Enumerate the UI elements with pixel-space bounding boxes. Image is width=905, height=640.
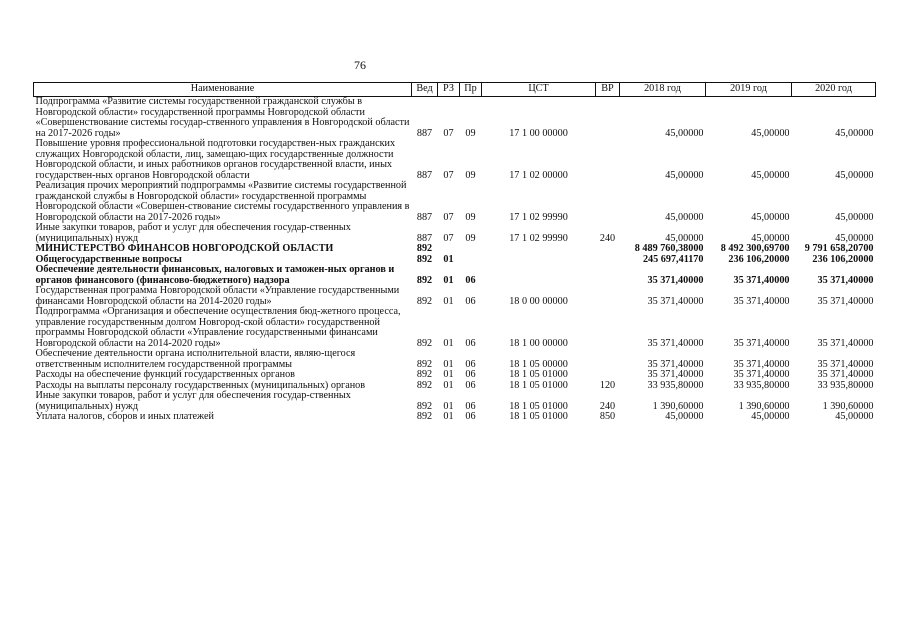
cell-rz: 01: [443, 295, 454, 307]
cell-name: Уплата налогов, сборов и иных платежей: [35, 411, 214, 422]
cell-y2019: 45,00000: [751, 127, 790, 139]
cell-pr: 06: [465, 295, 476, 307]
cell-rz: 01: [443, 253, 454, 265]
col-header-vr: ВР: [596, 83, 620, 97]
cell-ved: 887: [416, 169, 433, 181]
col-header-2018: 2018 год: [620, 83, 706, 97]
cell-y2020: 35 371,40000: [817, 369, 874, 380]
cell-ved: 892: [416, 295, 433, 307]
cell-y2020: 35 371,40000: [817, 358, 874, 370]
cell-rz: 01: [443, 369, 454, 380]
cell-vr: 850: [599, 411, 616, 422]
cell-y2019: 1 390,60000: [738, 400, 790, 412]
cell-y2018: 35 371,40000: [647, 369, 704, 380]
table-row: [34, 286, 876, 307]
table-row: [34, 349, 876, 370]
cell-pr: [460, 244, 482, 255]
cell-vr: [596, 307, 620, 349]
cell-pr: 06: [465, 274, 476, 286]
cell-y2019: 45,00000: [751, 211, 790, 223]
cell-y2020: 35 371,40000: [817, 337, 874, 349]
cell-rz: 01: [443, 411, 454, 422]
cell-pr: 09: [465, 232, 476, 244]
cell-y2018: 1 390,60000: [652, 400, 704, 412]
cell-cst: 17 1 02 00000: [509, 169, 568, 181]
cell-name: Расходы на выплаты персоналу государственных (муниципальных) органов: [35, 379, 366, 391]
cell-y2020: 45,00000: [835, 211, 874, 223]
cell-y2018: 35 371,40000: [647, 358, 704, 370]
cell-y2018: 45,00000: [665, 127, 704, 139]
cell-y2020: 45,00000: [835, 411, 874, 422]
cell-y2020: 35 371,40000: [817, 295, 874, 307]
table-row: [34, 391, 876, 412]
cell-ved: 892: [416, 337, 433, 349]
col-header-2020: 2020 год: [792, 83, 876, 97]
cell-cst: [482, 244, 596, 255]
cell-y2020: 1 390,60000: [822, 400, 874, 412]
table-row: [34, 412, 876, 423]
cell-pr: 06: [465, 358, 476, 370]
cell-name: Подпрограмма «Развитие системы государственной гражданской службы в Новгородской области» государственной программы Новгородской области «Совершенствование системы государ-ственного управления в Новгородской области на 2017-2026 годы»: [35, 96, 410, 139]
cell-name: Повышение уровня профессиональной подготовки государствен-ных гражданских служащих Новгородской области, лиц, замещаю-щих государственные должности Новгородской области, и иных работников органов государственной власти, иных государствен-ных органов Новгородской области: [35, 138, 396, 181]
cell-rz: 07: [443, 127, 454, 139]
cell-cst: 18 1 05 01000: [509, 411, 568, 422]
col-header-2019: 2019 год: [706, 83, 792, 97]
cell-y2020: 45,00000: [835, 169, 874, 181]
cell-rz: 01: [443, 400, 454, 412]
cell-y2019: 45,00000: [751, 169, 790, 181]
cell-name: Реализация прочих мероприятий подпрограммы «Развитие системы государственной гражданской службы в Новгородской области» государственной программы Новгородской области «Совершен-ствование системы государственного управления в Новгородской области на 2017-2026 годы»: [35, 180, 410, 223]
cell-y2020: 9 791 658,20700: [804, 243, 874, 254]
cell-y2018: 245 697,41170: [642, 253, 704, 265]
cell-ved: 892: [416, 253, 433, 265]
cell-y2019: 35 371,40000: [733, 358, 790, 370]
cell-ved: 892: [416, 243, 433, 254]
cell-rz: 01: [443, 379, 454, 391]
cell-y2020: 33 935,80000: [817, 379, 874, 391]
cell-y2020: 236 106,20000: [812, 253, 874, 265]
cell-ved: 892: [416, 274, 433, 286]
cell-cst: 18 1 00 00000: [509, 337, 568, 349]
cell-rz: 01: [443, 274, 454, 286]
cell-ved: 892: [416, 369, 433, 380]
cell-ved: 887: [416, 211, 433, 223]
cell-y2018: 33 935,80000: [647, 379, 704, 391]
cell-y2019: 45,00000: [751, 232, 790, 244]
cell-y2019: 8 492 300,69700: [720, 243, 790, 254]
cell-y2018: 45,00000: [665, 211, 704, 223]
cell-y2019: 33 935,80000: [733, 379, 790, 391]
cell-name: Обеспечение деятельности органа исполнительной власти, являю-щегося ответственным исполнителем государственной программы: [35, 348, 356, 370]
col-header-pr: Пр: [460, 83, 482, 97]
cell-y2018: 45,00000: [665, 169, 704, 181]
cell-rz: [438, 244, 460, 255]
cell-name: МИНИСТЕРСТВО ФИНАНСОВ НОВГОРОДСКОЙ ОБЛАСТИ: [35, 243, 334, 254]
cell-y2018: 45,00000: [665, 232, 704, 244]
cell-name: Государственная программа Новгородской области «Управление государственными финансами Новгородской области на 2014-2020 годы»: [35, 285, 400, 307]
cell-vr: [596, 139, 620, 181]
cell-name: Общегосударственные вопросы: [35, 253, 182, 265]
cell-vr: [596, 255, 620, 266]
page-number: 76: [354, 58, 366, 72]
col-header-name: Наименование: [34, 83, 412, 97]
cell-y2018: 45,00000: [665, 411, 704, 422]
cell-ved: 892: [416, 411, 433, 422]
cell-rz: 07: [443, 211, 454, 223]
cell-ved: 892: [416, 379, 433, 391]
cell-y2018: 8 489 760,38000: [634, 243, 704, 254]
cell-vr: [596, 97, 620, 140]
cell-pr: 09: [465, 211, 476, 223]
cell-cst: 18 1 05 01000: [509, 400, 568, 412]
cell-cst: 18 1 05 01000: [509, 379, 568, 391]
cell-vr: [596, 265, 620, 286]
cell-pr: [460, 255, 482, 266]
cell-pr: 06: [465, 379, 476, 391]
cell-name: Иные закупки товаров, работ и услуг для обеспечения государ-ственных (муниципальных) нужд: [35, 390, 351, 412]
cell-rz: 01: [443, 358, 454, 370]
cell-pr: 06: [465, 337, 476, 349]
cell-pr: 06: [465, 369, 476, 380]
table-row: [34, 244, 876, 255]
col-header-cst: ЦСТ: [482, 83, 596, 97]
cell-cst: [482, 265, 596, 286]
cell-y2019: 35 371,40000: [733, 274, 790, 286]
cell-name: Обеспечение деятельности финансовых, налоговых и таможен-ных органов и органов финансового (финансово-бюджетного) надзора: [35, 264, 395, 286]
cell-y2018: 35 371,40000: [647, 295, 704, 307]
cell-cst: [482, 255, 596, 266]
cell-y2020: 35 371,40000: [817, 274, 874, 286]
cell-cst: 18 1 05 01000: [509, 369, 568, 380]
cell-ved: 892: [416, 358, 433, 370]
table-row: [34, 139, 876, 181]
cell-ved: 887: [416, 127, 433, 139]
cell-vr: [596, 244, 620, 255]
cell-y2018: 35 371,40000: [647, 337, 704, 349]
cell-y2020: 45,00000: [835, 127, 874, 139]
cell-y2019: 35 371,40000: [733, 337, 790, 349]
col-header-rz: РЗ: [438, 83, 460, 97]
budget-table: [33, 82, 876, 423]
cell-name: Иные закупки товаров, работ и услуг для обеспечения государ-ственных (муниципальных) нужд: [35, 222, 351, 244]
cell-y2019: 35 371,40000: [733, 295, 790, 307]
cell-ved: 892: [416, 400, 433, 412]
cell-vr: 240: [599, 232, 616, 244]
cell-cst: 17 1 00 00000: [509, 127, 568, 139]
cell-cst: 18 0 00 00000: [509, 295, 568, 307]
cell-pr: 09: [465, 169, 476, 181]
col-header-ved: Вед: [412, 83, 438, 97]
cell-vr: [596, 286, 620, 307]
cell-name: Расходы на обеспечение функций государственных органов: [35, 369, 295, 380]
cell-vr: [596, 370, 620, 381]
cell-y2020: 45,00000: [835, 232, 874, 244]
cell-pr: 06: [465, 411, 476, 422]
cell-vr: 120: [599, 379, 616, 391]
cell-rz: 07: [443, 232, 454, 244]
cell-ved: 887: [416, 232, 433, 244]
cell-rz: 01: [443, 337, 454, 349]
table-row: [34, 265, 876, 286]
table-body: [34, 97, 876, 423]
cell-vr: [596, 349, 620, 370]
table-row: [34, 181, 876, 223]
table-row: [34, 97, 876, 140]
cell-cst: 17 1 02 99990: [509, 232, 568, 244]
cell-y2019: 35 371,40000: [733, 369, 790, 380]
cell-pr: 09: [465, 127, 476, 139]
cell-rz: 07: [443, 169, 454, 181]
table-row: [34, 307, 876, 349]
cell-cst: 18 1 05 00000: [509, 358, 568, 370]
cell-y2018: 35 371,40000: [647, 274, 704, 286]
cell-y2019: 45,00000: [751, 411, 790, 422]
table-header-row: [34, 83, 876, 97]
table-row: [34, 223, 876, 244]
cell-pr: 06: [465, 400, 476, 412]
table-row: [34, 370, 876, 381]
cell-name: Подпрограмма «Организация и обеспечение осуществления бюд-жетного процесса, управление государственным долгом Новгород-ской области» государственной программы Новгородской области «Управление государственными финансами Новгородской области на 2014-2020 годы»: [35, 306, 401, 349]
cell-y2019: 236 106,20000: [728, 253, 790, 265]
cell-vr: 240: [599, 400, 616, 412]
cell-vr: [596, 181, 620, 223]
cell-cst: 17 1 02 99990: [509, 211, 568, 223]
